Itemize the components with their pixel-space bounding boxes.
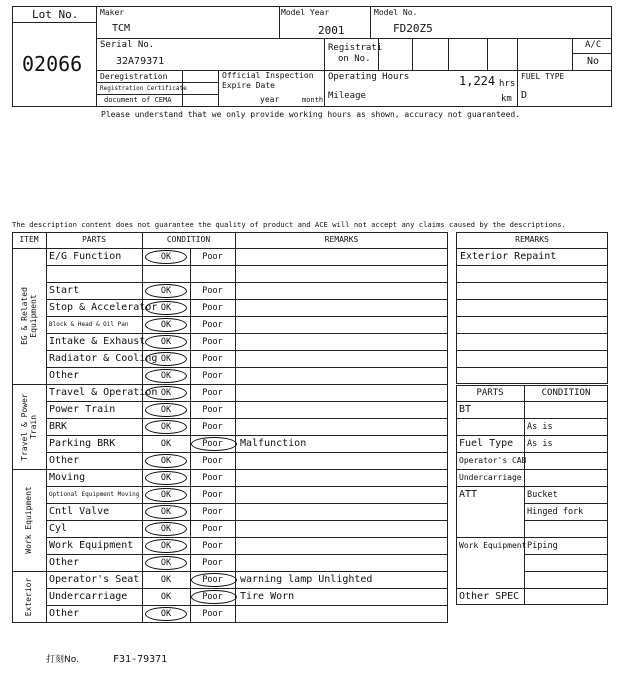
- remarks-row: Exterior Repaint: [460, 251, 557, 262]
- part-name: Cyl: [49, 523, 68, 534]
- ok-option: OK: [160, 320, 172, 330]
- ok-option: OK: [160, 609, 172, 619]
- condition-row: [46, 282, 448, 299]
- part-name: Other: [49, 455, 80, 466]
- ok-option: OK: [160, 371, 172, 381]
- stamp-no: F31-79371: [113, 654, 168, 665]
- part-name: Power Train: [49, 404, 116, 415]
- ok-option: OK: [160, 439, 172, 449]
- part-name: Other: [49, 608, 80, 619]
- poor-selected-circle: [191, 573, 237, 587]
- part-name: Travel & Operation: [49, 387, 158, 398]
- expire-date-label: Expire Date: [222, 81, 275, 90]
- ok-selected-circle: [145, 403, 187, 417]
- registration-no-label-1: Registrati: [328, 43, 383, 53]
- condition-row: [46, 554, 448, 571]
- serial-no-value: 32A79371: [116, 56, 165, 67]
- condition-row: [46, 418, 448, 435]
- ok-selected-circle: [145, 335, 187, 349]
- ac-label: A/C: [585, 40, 602, 50]
- mileage-label: Mileage: [328, 91, 366, 101]
- ok-option: OK: [160, 592, 172, 602]
- ok-selected-circle: [145, 607, 187, 621]
- part-name: Cntl Valve: [49, 506, 110, 517]
- poor-option: Poor: [202, 490, 223, 500]
- deregistration-label: Deregistration: [100, 72, 168, 81]
- col-parts-header: PARTS: [81, 235, 107, 244]
- poor-option: Poor: [202, 541, 223, 551]
- poor-option: Poor: [202, 405, 223, 415]
- ok-selected-circle: [145, 250, 187, 264]
- remark-text: warning lamp Unlighted: [240, 574, 373, 585]
- parts-row-label: Operator's CAB: [459, 456, 527, 465]
- part-name: Block & Head & Oil Pan: [49, 321, 129, 328]
- part-name: Optional Equipment Moving: [49, 491, 140, 498]
- ok-option: OK: [160, 303, 172, 313]
- condition-row: [46, 605, 448, 622]
- parts-row-condition: Hinged fork: [527, 507, 584, 517]
- parts-row-label: Undercarriage: [459, 473, 522, 482]
- ok-selected-circle: [145, 471, 187, 485]
- fuel-type-value: D: [521, 90, 528, 101]
- cema-document-label: document of CEMA: [104, 96, 172, 104]
- ok-selected-circle: [145, 369, 187, 383]
- remark-text: Tire Worn: [240, 591, 295, 602]
- ok-option: OK: [160, 524, 172, 534]
- poor-option: Poor: [202, 337, 223, 347]
- condition-row: [46, 520, 448, 537]
- parts-row-condition: As is: [527, 439, 553, 449]
- registration-no-label-2: on No.: [338, 54, 371, 64]
- part-name: Moving: [49, 472, 86, 483]
- ok-selected-circle: [145, 386, 187, 400]
- model-year-value: 2001: [318, 24, 345, 37]
- km-unit: km: [501, 94, 512, 104]
- part-name: Radiator & Cooling: [49, 353, 158, 364]
- group-label: Exterior: [24, 577, 33, 616]
- poor-option: Poor: [202, 388, 223, 398]
- col-remarks-header: REMARKS: [324, 235, 359, 244]
- group-label: EG & Related Equipment: [20, 287, 38, 345]
- ok-option: OK: [160, 388, 172, 398]
- poor-option: Poor: [202, 507, 223, 517]
- parts-row-label: Other SPEC: [459, 591, 520, 602]
- remarks-header: REMARKS: [515, 235, 549, 244]
- part-name: Stop & Accelerator: [49, 302, 158, 313]
- accuracy-notice: Please understand that we only provide working hours as shown, accuracy not guaranteed.: [101, 110, 521, 119]
- group-label: Work Equipment: [24, 486, 33, 554]
- condition-row: [46, 367, 448, 384]
- parts-row-label: ATT: [459, 489, 478, 500]
- ok-selected-circle: [145, 522, 187, 536]
- poor-option: Poor: [202, 524, 223, 534]
- model-year-label: Model Year: [281, 8, 330, 17]
- poor-option: Poor: [202, 592, 223, 602]
- ok-option: OK: [160, 354, 172, 364]
- ok-option: OK: [160, 575, 172, 585]
- poor-option: Poor: [202, 252, 223, 262]
- ok-option: OK: [160, 558, 172, 568]
- ok-selected-circle: [145, 556, 187, 570]
- year-label: year: [260, 95, 280, 104]
- poor-option: Poor: [202, 354, 223, 364]
- model-no-label: Model No.: [374, 8, 418, 17]
- ok-option: OK: [160, 286, 172, 296]
- condition-row: [46, 452, 448, 469]
- parts-row-label: Fuel Type: [459, 438, 514, 449]
- ok-option: OK: [160, 337, 172, 347]
- poor-selected-circle: [191, 437, 237, 451]
- part-name: Operator's Seat: [49, 574, 140, 585]
- part-name: Intake & Exhaust: [49, 336, 146, 347]
- disclaimer: The description content does not guarantee the quality of product and ACE will not accept any claims caused by the descriptions.: [12, 220, 566, 229]
- condition-row: [46, 265, 448, 282]
- parts-row-label: BT: [459, 404, 472, 415]
- stamp-label: 打刻No.: [46, 655, 79, 665]
- ok-option: OK: [160, 252, 172, 262]
- ok-option: OK: [160, 422, 172, 432]
- ok-option: OK: [160, 541, 172, 551]
- ok-selected-circle: [145, 284, 187, 298]
- ok-selected-circle: [145, 488, 187, 502]
- part-name: Parking BRK: [49, 438, 116, 449]
- ok-selected-circle: [145, 420, 187, 434]
- month-label: month: [302, 96, 324, 104]
- part-name: E/G Function: [49, 251, 122, 262]
- parts-row-condition: Piping: [527, 541, 558, 551]
- ok-selected-circle: [145, 301, 187, 315]
- maker-value: TCM: [112, 23, 131, 34]
- serial-no-label: Serial No.: [100, 40, 155, 50]
- part-name: Other: [49, 557, 80, 568]
- poor-option: Poor: [202, 286, 223, 296]
- part-name: Other: [49, 370, 80, 381]
- col-item-header: ITEM: [19, 235, 39, 244]
- official-inspection-label: Official Inspection: [222, 71, 314, 80]
- ok-selected-circle: [145, 539, 187, 553]
- poor-option: Poor: [202, 303, 223, 313]
- parts-row-condition: As is: [527, 422, 553, 432]
- ac-value: No: [587, 56, 600, 67]
- remark-text: Malfunction: [240, 438, 307, 449]
- maker-label: Maker: [100, 8, 125, 17]
- part-name: Undercarriage: [49, 591, 128, 602]
- poor-selected-circle: [191, 590, 237, 604]
- poor-option: Poor: [202, 575, 223, 585]
- ok-option: OK: [160, 490, 172, 500]
- ok-option: OK: [160, 473, 172, 483]
- hrs-unit: hrs: [499, 79, 516, 89]
- condition-col-header: CONDITION: [541, 388, 591, 398]
- ok-option: OK: [160, 507, 172, 517]
- operating-hours-value: 1,224: [459, 74, 496, 88]
- ok-selected-circle: [145, 505, 187, 519]
- condition-row: [46, 469, 448, 486]
- ok-selected-circle: [145, 454, 187, 468]
- model-no-value: FD20Z5: [393, 22, 433, 35]
- ok-selected-circle: [145, 352, 187, 366]
- parts-col-header: PARTS: [476, 388, 504, 398]
- part-name: BRK: [49, 421, 68, 432]
- col-condition-header: CONDITION: [166, 235, 211, 244]
- fuel-type-label: FUEL TYPE: [521, 72, 565, 81]
- poor-option: Poor: [202, 320, 223, 330]
- lot-no-label: Lot No.: [32, 8, 79, 21]
- poor-option: Poor: [202, 558, 223, 568]
- poor-option: Poor: [202, 456, 223, 466]
- poor-option: Poor: [202, 609, 223, 619]
- parts-row-label: Work Equipment: [459, 541, 527, 550]
- lot-no: 02066: [22, 52, 83, 76]
- part-name: Start: [49, 285, 80, 296]
- ok-option: OK: [160, 405, 172, 415]
- part-name: Work Equipment: [49, 540, 134, 551]
- poor-option: Poor: [202, 473, 223, 483]
- poor-option: Poor: [202, 371, 223, 381]
- parts-row-condition: Bucket: [527, 490, 558, 500]
- ok-option: OK: [160, 456, 172, 466]
- poor-option: Poor: [202, 439, 223, 449]
- registration-certificate-label: Registration Certificate: [100, 85, 187, 92]
- ok-selected-circle: [145, 318, 187, 332]
- operating-hours-label: Operating Hours: [328, 72, 410, 82]
- group-label: Travel & Power Train: [20, 392, 38, 461]
- poor-option: Poor: [202, 422, 223, 432]
